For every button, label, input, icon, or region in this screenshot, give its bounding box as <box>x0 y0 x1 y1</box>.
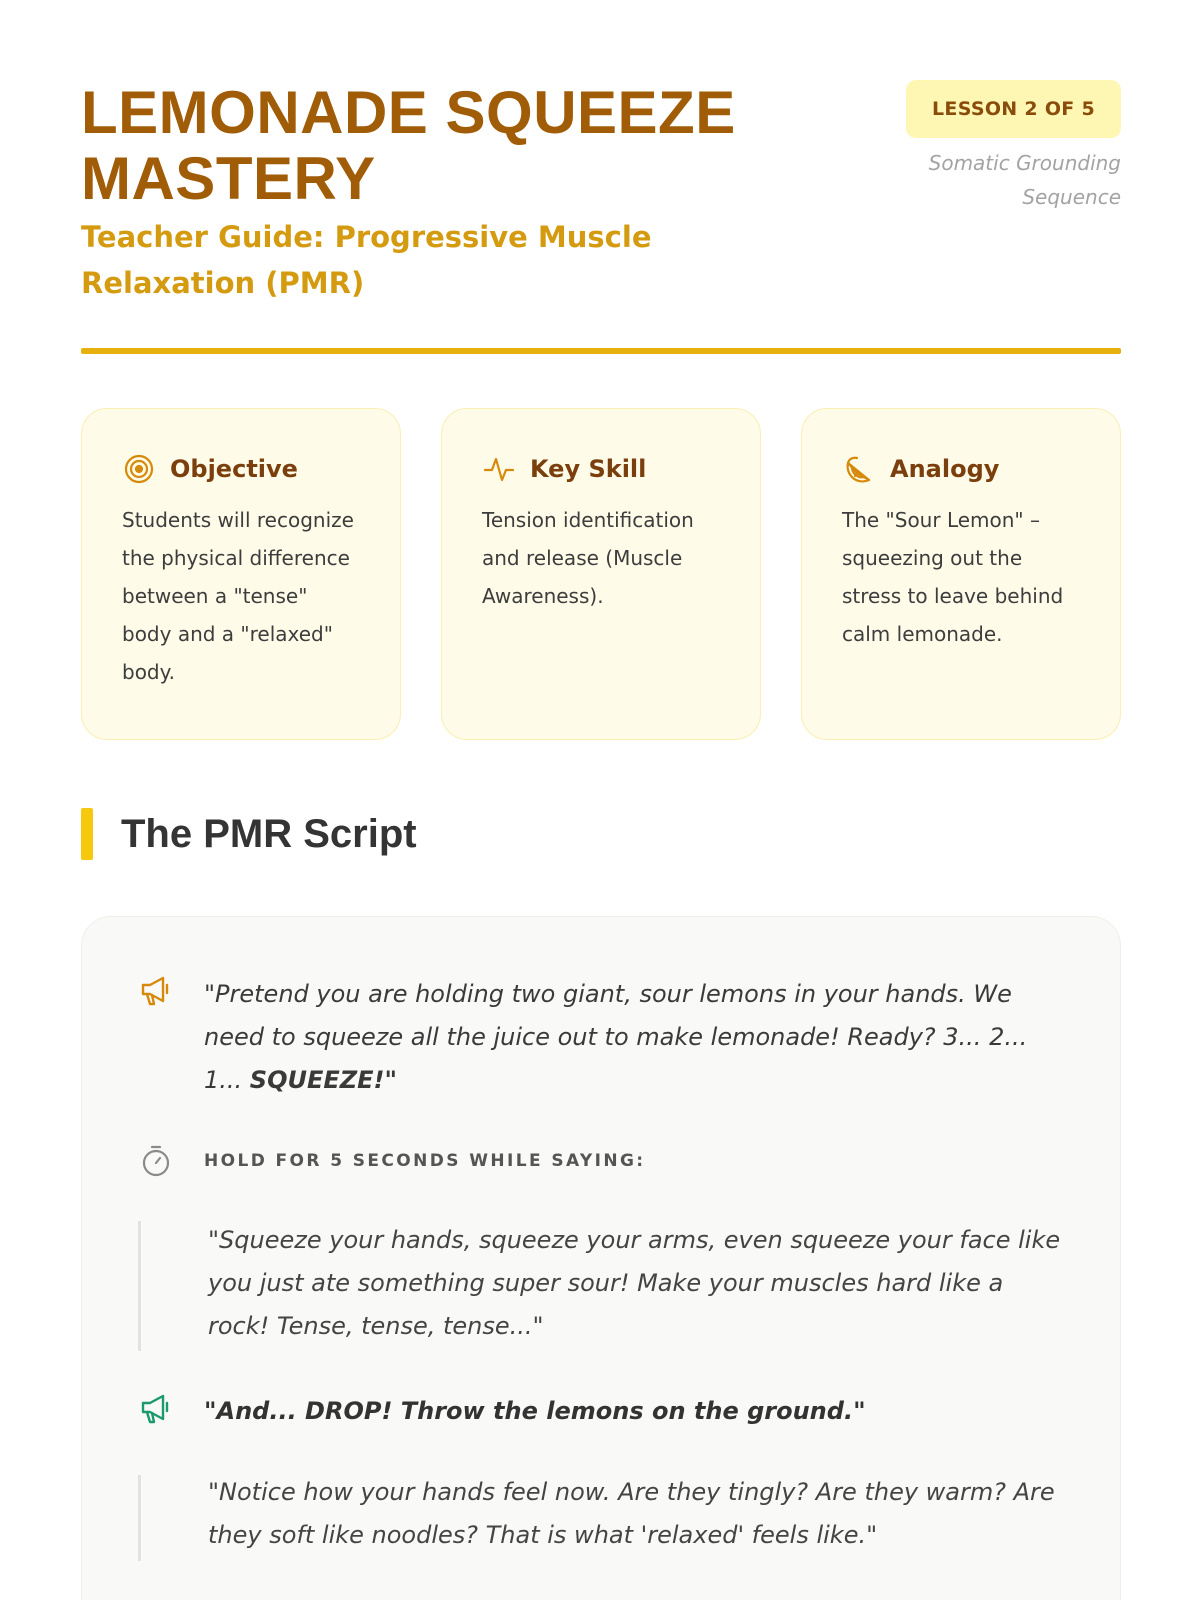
card-objective <box>81 408 401 740</box>
quote-text: "Squeeze your hands, squeeze your arms, even squeeze your face like you just ate something super sour! Make your muscles hard like a rock! Tense, tense, tense..." <box>208 1226 1061 1340</box>
card-label: Key Skill <box>530 455 647 483</box>
card-body: Tension identification and release (Muscle Awareness). <box>482 508 694 608</box>
script-line-emphasis: SQUEEZE!" <box>249 1066 398 1094</box>
citrus-icon <box>842 452 876 486</box>
lesson-badge: LESSON 2 OF 5 <box>906 80 1121 138</box>
pulse-icon <box>482 452 516 486</box>
card-key-skill <box>441 408 761 740</box>
card-header <box>482 449 722 489</box>
script-quote-relaxed <box>138 1475 1068 1561</box>
script-line-text: "Pretend you are holding two giant, sour lemons in your hands. We need to squeeze all the juice out to make lemonade! Ready? 3... 2... 1... <box>204 980 1028 1094</box>
page-subtitle: Teacher Guide: Progressive Muscle Relaxation (PMR) <box>81 220 652 300</box>
section-title: The PMR Script <box>121 812 417 856</box>
megaphone-icon <box>138 973 174 1009</box>
card-body: The "Sour Lemon" – squeezing out the stress to leave behind calm lemonade. <box>842 508 1064 646</box>
script-line: "And... DROP! Throw the lemons on the ground." <box>204 1397 866 1425</box>
title-line-1: LEMONADE SQUEEZE <box>81 79 736 146</box>
hold-instruction: HOLD FOR 5 SECONDS WHILE SAYING: <box>204 1151 646 1171</box>
script-box <box>81 916 1121 1600</box>
card-header <box>842 449 1082 489</box>
timer-icon <box>138 1143 174 1179</box>
megaphone-icon <box>138 1391 174 1427</box>
series-label: Somatic Grounding Sequence <box>928 151 1121 209</box>
header-divider <box>81 348 1121 354</box>
title-line-2: MASTERY <box>81 145 376 212</box>
card-label: Objective <box>170 455 298 483</box>
script-quote-tense <box>138 1221 1068 1351</box>
section-accent-bar <box>81 808 93 860</box>
script-line <box>204 973 1068 1102</box>
page-title <box>81 80 781 212</box>
card-analogy <box>801 408 1121 740</box>
quote-text: "Notice how your hands feel now. Are they tingly? Are they warm? Are they soft like noodles? That is what 'relaxed' feels like." <box>208 1478 1055 1549</box>
target-icon <box>122 452 156 486</box>
lesson-page <box>81 0 1121 1600</box>
card-label: Analogy <box>890 455 1000 483</box>
card-header <box>122 449 362 489</box>
summary-cards <box>81 408 1121 740</box>
card-body: Students will recognize the physical difference between a "tense" body and a "relaxed" body. <box>122 508 354 684</box>
